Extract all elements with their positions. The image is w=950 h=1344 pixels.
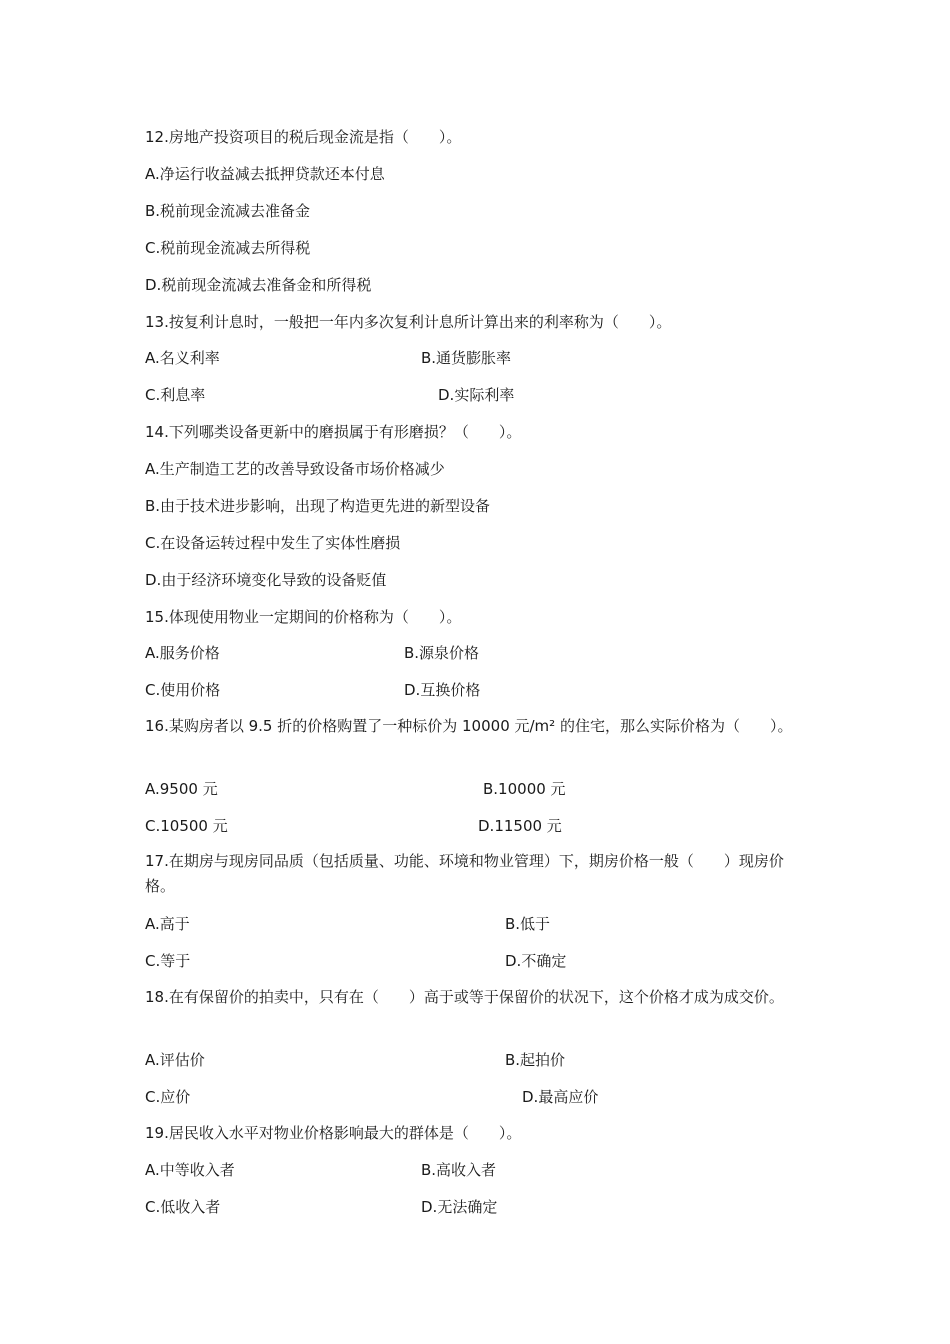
question-16-option-d: D.11500 元 bbox=[478, 817, 562, 835]
question-16-option-c: C.10500 元 bbox=[145, 817, 228, 835]
question-12-option-b: B.税前现金流减去准备金 bbox=[145, 202, 311, 220]
question-12-option-a: A.净运行收益减去抵押贷款还本付息 bbox=[145, 165, 385, 183]
question-15-option-d: D.互换价格 bbox=[404, 681, 481, 699]
question-12-option-d: D.税前现金流减去准备金和所得税 bbox=[145, 276, 372, 294]
question-12-option-c: C.税前现金流减去所得税 bbox=[145, 239, 311, 257]
question-18-option-c: C.应价 bbox=[145, 1088, 191, 1106]
question-17-stem: 17.在期房与现房同品质（包括质量、功能、环境和物业管理）下，期房价格一般（ ）现房价格。 bbox=[145, 852, 784, 895]
question-14-stem: 14.下列哪类设备更新中的磨损属于有形磨损？（ ）。 bbox=[145, 423, 522, 441]
question-13-option-d: D.实际利率 bbox=[438, 386, 515, 404]
question-13-option-a: A.名义利率 bbox=[145, 349, 220, 367]
question-18-option-d: D.最高应价 bbox=[522, 1088, 599, 1106]
question-15-option-a: A.服务价格 bbox=[145, 644, 220, 662]
question-19-option-d: D.无法确定 bbox=[421, 1198, 498, 1216]
question-14-option-d: D.由于经济环境变化导致的设备贬值 bbox=[145, 571, 387, 589]
question-16-stem: 16.某购房者以 9.5 折的价格购置了一种标价为 10000 元/m² 的住宅，那么实际价格为（ ）。 bbox=[145, 717, 793, 735]
question-18-option-b: B.起拍价 bbox=[505, 1051, 566, 1069]
question-19-option-b: B.高收入者 bbox=[421, 1161, 497, 1179]
question-17-option-d: D.不确定 bbox=[505, 952, 567, 970]
question-16-option-a: A.9500 元 bbox=[145, 780, 218, 798]
question-12-stem: 12.房地产投资项目的税后现金流是指（ ）。 bbox=[145, 128, 462, 146]
question-13-option-c: C.利息率 bbox=[145, 386, 206, 404]
question-15-option-b: B.源泉价格 bbox=[404, 644, 480, 662]
question-17-option-c: C.等于 bbox=[145, 952, 191, 970]
question-19-option-a: A.中等收入者 bbox=[145, 1161, 235, 1179]
question-13-option-b: B.通货膨胀率 bbox=[421, 349, 512, 367]
question-14-option-c: C.在设备运转过程中发生了实体性磨损 bbox=[145, 534, 401, 552]
question-15-option-c: C.使用价格 bbox=[145, 681, 221, 699]
question-17-option-b: B.低于 bbox=[505, 915, 551, 933]
question-13-stem: 13.按复利计息时，一般把一年内多次复利计息所计算出来的利率称为（ ）。 bbox=[145, 313, 672, 331]
question-15-stem: 15.体现使用物业一定期间的价格称为（ ）。 bbox=[145, 608, 462, 626]
question-19-stem: 19.居民收入水平对物业价格影响最大的群体是（ ）。 bbox=[145, 1124, 522, 1142]
question-17-option-a: A.高于 bbox=[145, 915, 190, 933]
question-14-option-b: B.由于技术进步影响，出现了构造更先进的新型设备 bbox=[145, 497, 491, 515]
question-16-option-b: B.10000 元 bbox=[483, 780, 566, 798]
question-19-option-c: C.低收入者 bbox=[145, 1198, 221, 1216]
question-18-option-a: A.评估价 bbox=[145, 1051, 205, 1069]
question-14-option-a: A.生产制造工艺的改善导致设备市场价格减少 bbox=[145, 460, 445, 478]
question-18-stem: 18.在有保留价的拍卖中，只有在（ ）高于或等于保留价的状况下，这个价格才成为成交价。 bbox=[145, 988, 784, 1006]
